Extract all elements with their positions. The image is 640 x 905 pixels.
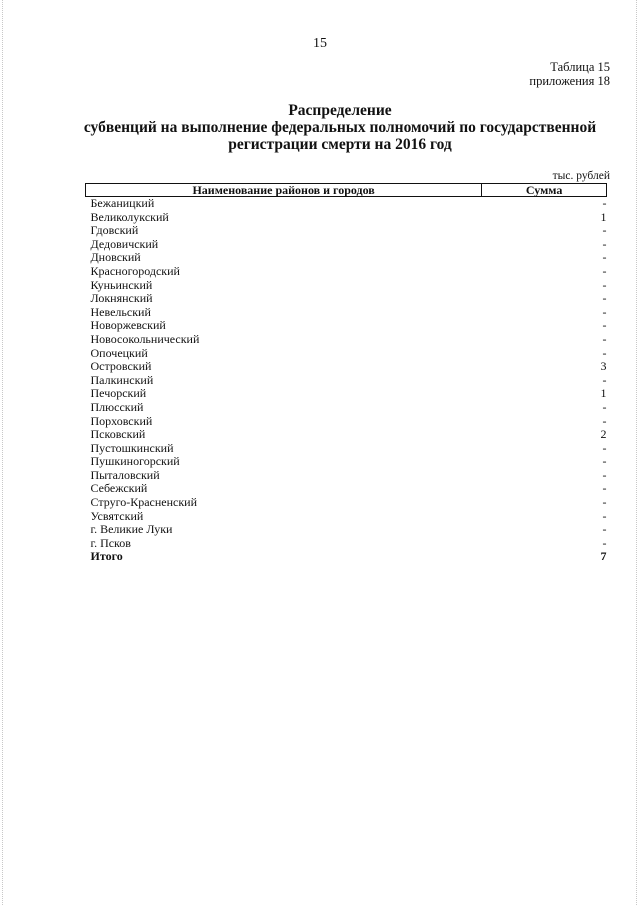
table-header-row	[86, 184, 607, 197]
table-row	[86, 292, 607, 306]
distribution-table	[85, 183, 607, 564]
row-sum: -	[602, 481, 607, 496]
row-sum: 1	[600, 209, 607, 224]
row-sum: -	[602, 399, 607, 414]
row-name: Пустошкинский	[90, 440, 174, 455]
title-line3: регистрации смерти на 2016 год	[228, 136, 452, 153]
table-row	[86, 251, 607, 265]
table-row	[86, 224, 607, 238]
table-reference	[529, 60, 610, 88]
document-title	[60, 102, 620, 153]
table-row	[86, 197, 607, 211]
title-line2: субвенций на выполнение федеральных полномочий по государственной	[83, 119, 597, 136]
title-line1: Распределение	[288, 102, 392, 119]
table-reference-line1: Таблица 15	[550, 60, 610, 74]
row-sum: -	[602, 467, 607, 482]
row-sum: -	[602, 250, 607, 265]
row-name: Красногородский	[90, 263, 180, 278]
row-sum: -	[602, 263, 607, 278]
row-sum: 2	[600, 427, 607, 442]
row-sum: -	[602, 508, 607, 523]
units-label: тыс. рублей	[552, 170, 610, 182]
row-name: Новосокольнический	[90, 331, 200, 346]
row-name: Плюсский	[90, 399, 144, 414]
row-name: Усвятский	[90, 508, 144, 523]
table-row	[86, 347, 607, 361]
row-name: Дедовичский	[90, 236, 159, 251]
row-name: Пыталовский	[90, 467, 160, 482]
table-row	[86, 211, 607, 225]
table-row	[86, 238, 607, 252]
total-name: Итого	[90, 549, 123, 564]
table-row	[86, 319, 607, 333]
row-name: Куньинский	[90, 277, 153, 292]
table-reference-line2: приложения 18	[529, 74, 610, 88]
row-sum: -	[602, 236, 607, 251]
row-name: Дновский	[90, 250, 141, 265]
row-sum: -	[602, 413, 607, 428]
row-sum: -	[602, 535, 607, 550]
row-name: г. Псков	[90, 535, 131, 550]
row-sum: -	[602, 372, 607, 387]
right-scan-edge	[636, 0, 638, 905]
row-name: Палкинский	[90, 372, 154, 387]
row-sum: -	[602, 454, 607, 469]
row-sum: -	[602, 277, 607, 292]
row-sum: -	[602, 522, 607, 537]
table-row	[86, 496, 607, 510]
row-sum: 1	[600, 386, 607, 401]
row-name: г. Великие Луки	[90, 522, 173, 537]
row-name: Печорский	[90, 386, 147, 401]
row-name: Себежский	[90, 481, 148, 496]
table-body	[86, 197, 607, 565]
table-row	[86, 537, 607, 551]
header-sum: Сумма	[482, 184, 607, 197]
row-name: Гдовский	[90, 223, 139, 238]
total-sum: 7	[600, 549, 607, 564]
table-row	[86, 374, 607, 388]
row-name: Опочецкий	[90, 345, 148, 360]
row-name: Бежаницкий	[90, 196, 155, 210]
row-name: Новоржевский	[90, 318, 166, 333]
row-name: Струго-Красненский	[90, 495, 198, 510]
row-sum: -	[602, 318, 607, 333]
total-row	[86, 550, 607, 564]
table-row	[86, 523, 607, 537]
row-sum: -	[602, 223, 607, 238]
table-row	[86, 428, 607, 442]
row-name: Псковский	[90, 427, 146, 442]
row-name: Великолукский	[90, 209, 169, 224]
table-row	[86, 387, 607, 401]
row-name: Пушкиногорский	[90, 454, 180, 469]
table-row	[86, 306, 607, 320]
left-scan-edge	[2, 0, 4, 905]
table-row	[86, 510, 607, 524]
table-row	[86, 469, 607, 483]
table-row	[86, 401, 607, 415]
row-name: Локнянский	[90, 291, 153, 306]
row-name: Островский	[90, 359, 152, 374]
row-sum: -	[602, 345, 607, 360]
table-row	[86, 360, 607, 374]
row-sum: -	[602, 291, 607, 306]
row-sum: -	[602, 196, 607, 210]
header-name: Наименование районов и городов	[86, 184, 482, 197]
row-name: Невельский	[90, 304, 151, 319]
page-number: 15	[313, 36, 327, 51]
table-row	[86, 415, 607, 429]
table-row	[86, 279, 607, 293]
table-row	[86, 442, 607, 456]
row-sum: -	[602, 495, 607, 510]
row-name: Порховский	[90, 413, 153, 428]
table-row	[86, 333, 607, 347]
row-sum: -	[602, 440, 607, 455]
row-sum: -	[602, 304, 607, 319]
row-sum: 3	[600, 359, 607, 374]
table-row	[86, 482, 607, 496]
table-row	[86, 265, 607, 279]
table-row	[86, 455, 607, 469]
row-sum: -	[602, 331, 607, 346]
